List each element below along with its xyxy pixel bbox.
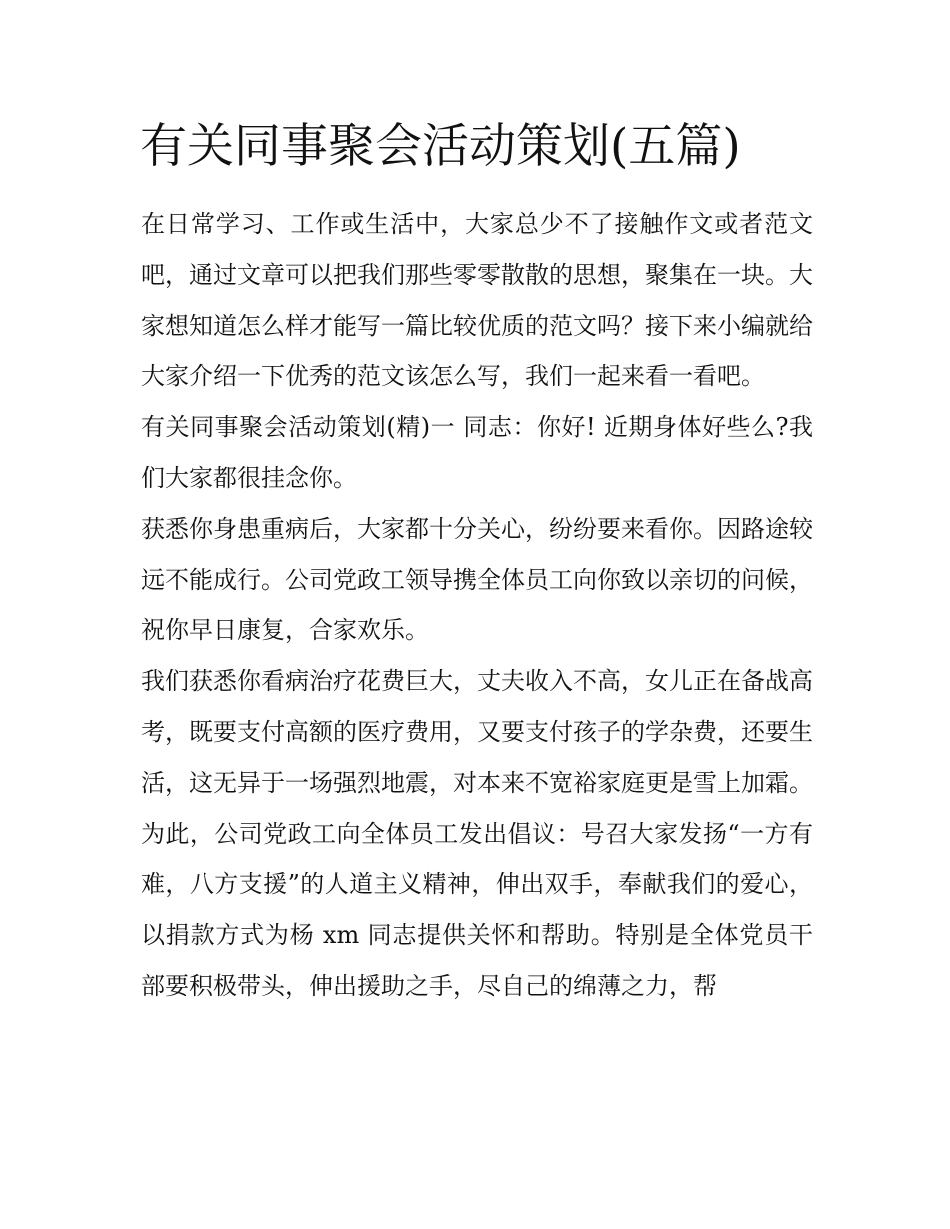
paragraph-appeal: 为此，公司党政工向全体员工发出倡议：号召大家发扬“一方有难，八方支援”的人道主义精神，伸出双手，奉献我们的爱心，以捐款方式为杨 xm 同志提供关怀和帮助。特别是全体党员干部要积极带头，伸出援助之手，尽自己的绵薄之力，帮 — [141, 819, 813, 1000]
paragraph-hardship: 我们获悉你看病治疗花费巨大，丈夫收入不高，女儿正在备战高考，既要支付高额的医疗费用，又要支付孩子的学杂费，还要生活，这无异于一场强烈地震，对本来不宽裕家庭更是雪上加霜。 — [141, 667, 813, 797]
paragraph-greeting: 有关同事聚会活动策划(精)一 同志：你好! 近期身体好些么?我们大家都很挂念你。 — [141, 413, 813, 492]
document-title: 有关同事聚会活动策划(五篇) — [140, 119, 741, 174]
paragraph-intro: 在日常学习、工作或生活中，大家总少不了接触作文或者范文吧，通过文章可以把我们那些零零散散的思想，聚集在一块。大家想知道怎么样才能写一篇比较优质的范文吗？接下来小编就给大家介绍一下优秀的范文该怎么写，我们一起来看一看吧。 — [141, 210, 813, 391]
document-body — [141, 199, 813, 1012]
paragraph-condolence: 获悉你身患重病后，大家都十分关心，纷纷要来看你。因路途较远不能成行。公司党政工领导携全体员工向你致以亲切的问候，祝你早日康复，合家欢乐。 — [141, 514, 813, 645]
